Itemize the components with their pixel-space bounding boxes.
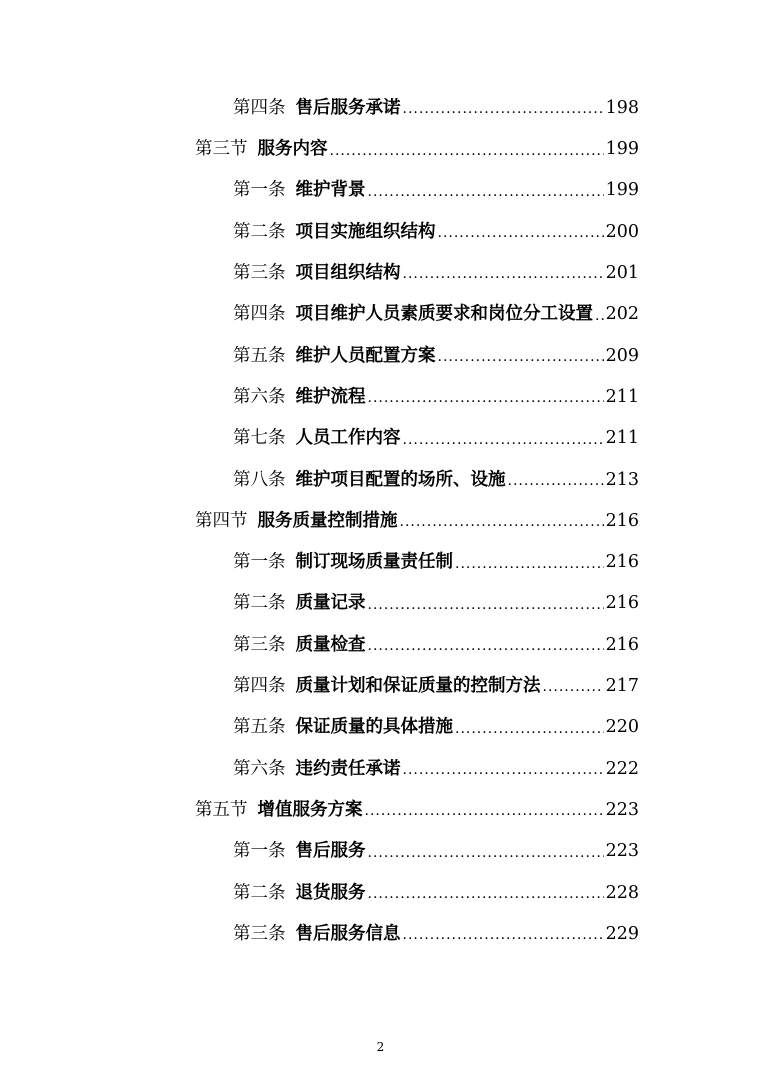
toc-dot-leader <box>400 515 604 542</box>
toc-entry-title: 违约责任承诺 <box>295 758 401 779</box>
toc-entry-number: 第七条 <box>233 428 286 449</box>
toc-article-entry[interactable] <box>0 88 639 129</box>
toc-article-entry[interactable] <box>0 707 639 748</box>
toc-dot-leader <box>543 680 604 707</box>
toc-entry-title: 保证质量的具体措施 <box>295 717 453 738</box>
toc-entry-number: 第一条 <box>233 180 286 201</box>
table-of-contents <box>0 88 761 955</box>
toc-dot-leader <box>403 102 604 129</box>
toc-entry-number: 第二条 <box>233 593 286 614</box>
toc-dot-leader <box>403 433 604 460</box>
toc-entry-title: 服务内容 <box>257 139 328 160</box>
toc-entry-number: 第五条 <box>233 345 286 366</box>
toc-entry-title: 人员工作内容 <box>295 428 401 449</box>
toc-entry-title: 退货服务 <box>295 882 366 903</box>
toc-dot-leader <box>368 846 604 873</box>
toc-entry-page: 223 <box>605 799 639 820</box>
toc-dot-leader <box>365 804 604 831</box>
toc-article-entry[interactable] <box>0 171 639 212</box>
toc-section-entry[interactable] <box>0 501 639 542</box>
toc-entry-page: 229 <box>605 923 639 944</box>
toc-dot-leader <box>368 598 604 625</box>
toc-dot-leader <box>403 763 604 790</box>
toc-article-entry[interactable] <box>0 873 639 914</box>
toc-entry-title: 质量检查 <box>295 634 366 655</box>
toc-entry-title: 售后服务信息 <box>295 923 401 944</box>
toc-entry-number: 第三条 <box>233 634 286 655</box>
toc-article-entry[interactable] <box>0 377 639 418</box>
toc-entry-page: 222 <box>605 758 639 779</box>
toc-dot-leader <box>403 267 604 294</box>
toc-entry-title: 项目实施组织结构 <box>295 221 436 242</box>
toc-entry-title: 质量计划和保证质量的控制方法 <box>295 676 541 697</box>
toc-entry-page: 216 <box>605 593 639 614</box>
toc-article-entry[interactable] <box>0 625 639 666</box>
toc-entry-page: 216 <box>605 510 639 531</box>
toc-entry-number: 第八条 <box>233 469 286 490</box>
toc-entry-number: 第三条 <box>233 923 286 944</box>
toc-article-entry[interactable] <box>0 418 639 459</box>
toc-article-entry[interactable] <box>0 831 639 872</box>
toc-entry-page: 201 <box>605 263 639 284</box>
toc-entry-title: 售后服务承诺 <box>295 97 401 118</box>
toc-entry-number: 第二条 <box>233 882 286 903</box>
toc-dot-leader <box>368 639 604 666</box>
toc-entry-page: 202 <box>605 304 639 325</box>
toc-entry-number: 第三节 <box>195 139 248 160</box>
toc-article-entry[interactable] <box>0 542 639 583</box>
toc-entry-title: 制订现场质量责任制 <box>295 552 453 573</box>
toc-entry-page: 209 <box>605 345 639 366</box>
toc-entry-number: 第六条 <box>233 758 286 779</box>
toc-article-entry[interactable] <box>0 749 639 790</box>
toc-dot-leader <box>438 226 604 253</box>
toc-entry-number: 第二条 <box>233 221 286 242</box>
toc-entry-title: 维护人员配置方案 <box>295 345 436 366</box>
toc-entry-number: 第一条 <box>233 552 286 573</box>
toc-dot-leader <box>368 185 604 212</box>
toc-dot-leader <box>330 144 604 171</box>
toc-article-entry[interactable] <box>0 212 639 253</box>
toc-entry-number: 第三条 <box>233 263 286 284</box>
toc-article-entry[interactable] <box>0 253 639 294</box>
toc-entry-title: 维护项目配置的场所、设施 <box>295 469 506 490</box>
toc-entry-page: 198 <box>605 97 639 118</box>
toc-entry-page: 220 <box>605 717 639 738</box>
toc-entry-number: 第四条 <box>233 304 286 325</box>
toc-article-entry[interactable] <box>0 914 639 955</box>
toc-entry-title: 增值服务方案 <box>257 799 363 820</box>
toc-entry-page: 228 <box>605 882 639 903</box>
toc-entry-page: 213 <box>605 469 639 490</box>
toc-entry-number: 第一条 <box>233 841 286 862</box>
toc-entry-number: 第五节 <box>195 799 248 820</box>
toc-entry-number: 第六条 <box>233 386 286 407</box>
toc-entry-title: 项目组织结构 <box>295 263 401 284</box>
toc-dot-leader <box>455 722 604 749</box>
toc-entry-title: 维护背景 <box>295 180 366 201</box>
page-number: 2 <box>376 1040 385 1054</box>
toc-entry-page: 200 <box>605 221 639 242</box>
toc-article-entry[interactable] <box>0 666 639 707</box>
toc-section-entry[interactable] <box>0 790 639 831</box>
toc-entry-number: 第四条 <box>233 676 286 697</box>
toc-article-entry[interactable] <box>0 294 639 335</box>
toc-entry-page: 211 <box>605 428 639 449</box>
toc-article-entry[interactable] <box>0 460 639 501</box>
toc-entry-page: 211 <box>605 386 639 407</box>
toc-entry-number: 第四节 <box>195 510 248 531</box>
toc-entry-page: 217 <box>605 676 639 697</box>
toc-entry-title: 质量记录 <box>295 593 366 614</box>
toc-entry-number: 第五条 <box>233 717 286 738</box>
toc-dot-leader <box>403 928 604 955</box>
toc-entry-page: 216 <box>605 634 639 655</box>
toc-entry-title: 服务质量控制措施 <box>257 510 398 531</box>
toc-entry-number: 第四条 <box>233 97 286 118</box>
toc-dot-leader <box>508 474 604 501</box>
toc-entry-page: 216 <box>605 552 639 573</box>
toc-article-entry[interactable] <box>0 336 639 377</box>
toc-entry-page: 199 <box>605 180 639 201</box>
toc-dot-leader <box>595 309 604 336</box>
toc-entry-title: 维护流程 <box>295 386 366 407</box>
toc-section-entry[interactable] <box>0 129 639 170</box>
toc-entry-page: 199 <box>605 139 639 160</box>
toc-dot-leader <box>368 391 604 418</box>
toc-dot-leader <box>455 557 604 584</box>
toc-entry-page: 223 <box>605 841 639 862</box>
toc-article-entry[interactable] <box>0 584 639 625</box>
toc-dot-leader <box>368 887 604 914</box>
toc-dot-leader <box>438 350 604 377</box>
toc-entry-title: 售后服务 <box>295 841 366 862</box>
toc-entry-title: 项目维护人员素质要求和岗位分工设置 <box>295 304 593 325</box>
